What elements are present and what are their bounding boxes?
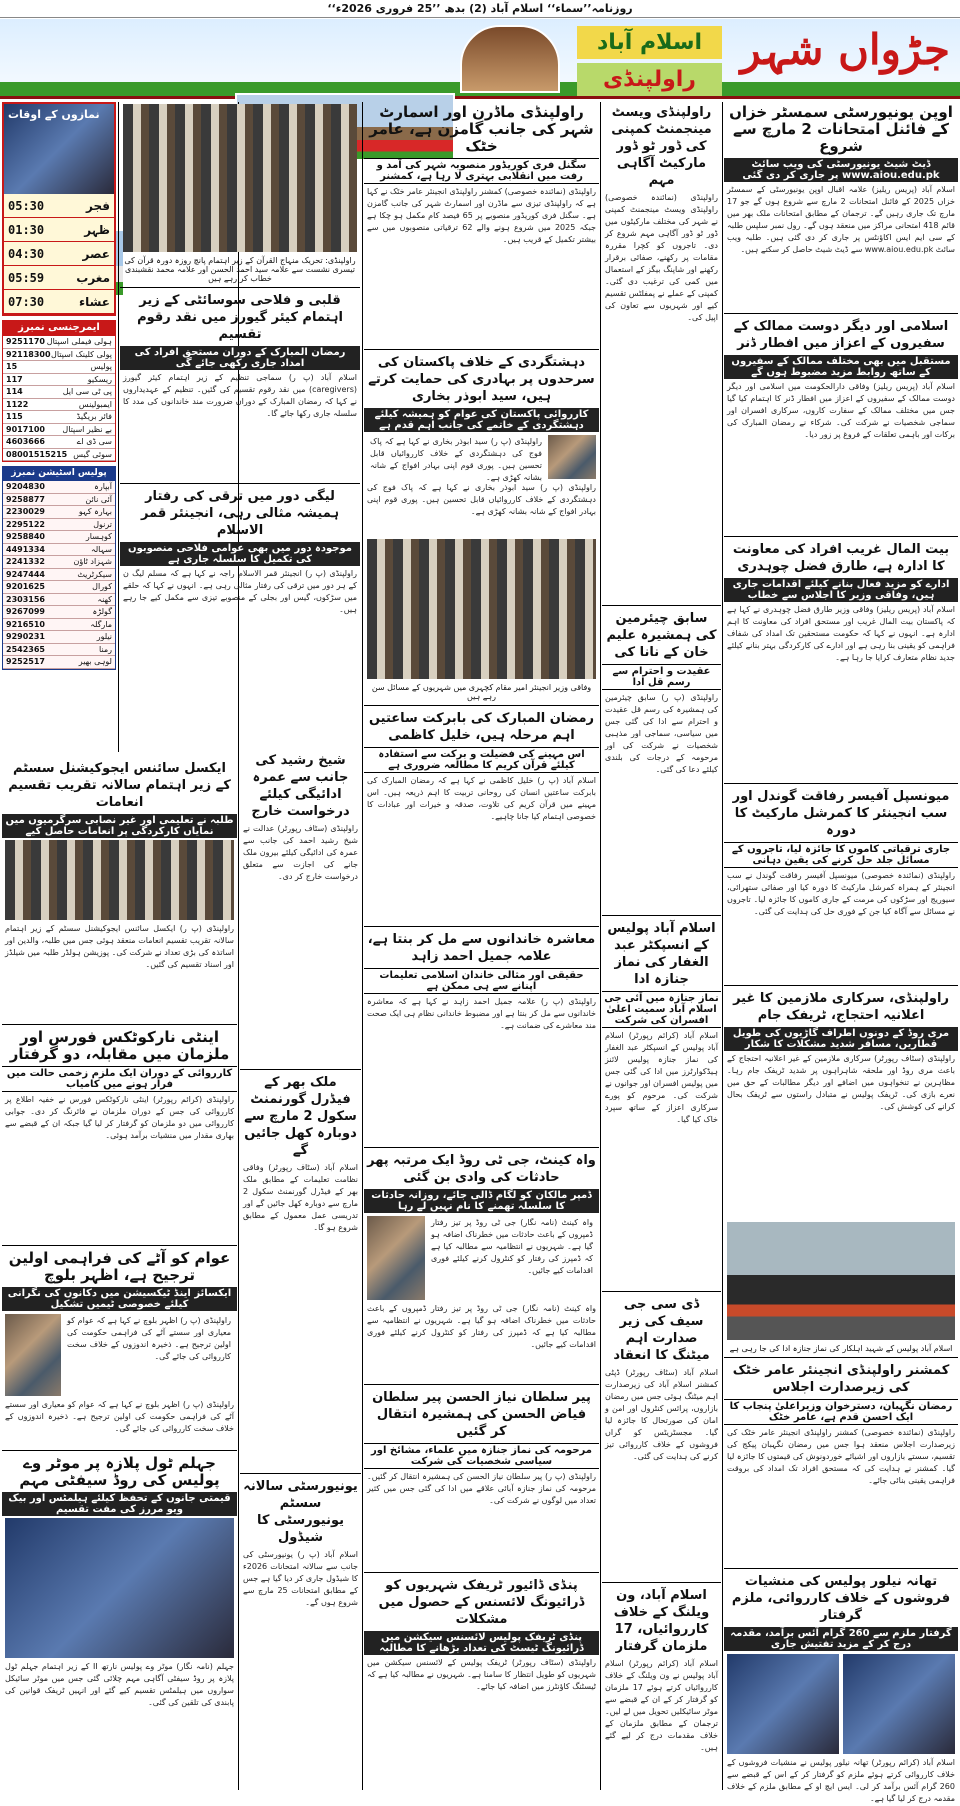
headline: راولپنڈی ویسٹ مینجمنٹ کمپنی کی ڈور ٹو ڈور مارکیٹ آگاہی مہم [611,105,712,188]
column-rule [118,102,119,752]
row-value: 01:30 [8,222,45,237]
emergency-number-row [3,436,115,449]
police-number-row [3,506,115,519]
headline: ڈی سی جی سیف کی زیر صدارت اہم میٹنگ کا انعقاد [613,1297,710,1363]
police-numbers-title: پولیس اسٹیشن نمبرز [2,466,116,480]
police-number-row [3,594,115,607]
row-value: 2241332 [6,557,45,567]
emergency-number-row [3,361,115,374]
subheadline: جاری ترقیاتی کاموں کا جائزہ لیا، تاجروں کے مسائل جلد حل کرنے کی یقین دہانی [724,842,958,868]
article-body: راولپنڈی (پ ر) سابق چیئرمین کی ہمشیرہ کی رسم قل عقیدت و احترام سے ادا کی گئی جس میں سیاسی، سماجی اور مذہبی شخصیات نے شرکت کی اور مرحومہ کے درجات کی بلندی کیلئے دعا کی گئی۔ [605,693,718,774]
police-number-row [3,494,115,507]
headline: لیگی دور میں ترقی کی رفتار ہمیشہ مثالی رہی، انجینئر قمر الاسلام [140,489,340,538]
subheadline: اس مہینے کی فضیلت و برکت سے استفادہ کیلئے قرآن کریم کا مطالعہ ضروری ہے [364,747,599,773]
police-number-row [3,631,115,644]
funeral-photo [727,1222,955,1340]
row-label: فائر بریگیڈ [76,412,112,422]
article-body: اسلام آباد (کرائم رپورٹر) اسلام آباد پولیس نے ون ویلنگ کے خلاف کارروائیاں کرتے ہوئے 17 ملزمان کو گرفتار کر کے ان کے قبضے سے موٹر سائیکلیں تحویل میں لے لیں۔ ترجمان کے مطابق ملزمان کے خلاف مقدمات درج کر لیے گئے ہیں۔ [605,1659,718,1752]
row-label: مارگلہ [90,619,112,629]
row-value: 2230029 [6,507,45,517]
row-value: 9290231 [6,632,45,642]
row-label: پولی کلینک اسپتال [51,349,112,359]
row-value: 9258877 [6,494,45,504]
article-body: راولپنڈی (سٹاف رپورٹر) سرکاری ملازمین کے غیر اعلانیہ احتجاج کے باعث مری روڈ اور ملحقہ شاہراہوں پر شدید ٹریفک جام رہا۔ مظاہرین نے تنخواہوں میں اضافے اور دیگر مطالبات کے حق میں نعرے بازی کی۔ ٹریفک پولیس نے متبادل راستوں سے ٹریفک بحال کرانے کی کوشش کی۔ [727,1054,955,1111]
article-body: اسلام آباد (پریس ریلیز) وفاقی دارالحکومت میں اسلامی اور دیگر دوست ممالک کے سفیروں کے اعزاز میں افطار ڈنر کا اہتمام کیا گیا جس میں مختلف ممالک کے سفارت کاروں، سرکاری افسران اور سماجی شخصیات نے شرکت کی۔ شرکاء نے رمضان المبارک کی برکات اور باہمی تعلقات کے فروغ پر زور دیا۔ [727,382,955,439]
subheadline: نماز جنازہ میں آئی جی اسلام آباد سمیت اعلیٰ افسران کی شرکت [602,991,721,1028]
prayer-time-row [4,194,114,218]
article-body: اسلام آباد (پ ر) خلیل کاظمی نے کہا ہے کہ رمضان المبارک کی بابرکت ساعتیں انسان کی روحانی تربیت کا اہم ذریعہ ہیں۔ اس مہینے میں قرآن کریم کی تلاوت، صدقہ و خیرات اور عبادات کا خصوصی اہتمام کیا جانا چاہیے۔ [367,776,596,821]
police-number-row [3,619,115,632]
column-4 [364,102,599,1790]
column-rule [600,102,601,1790]
subheadline: ادارے کو مزید فعال بنانے کیلئے اقدامات جاری ہیں، وفاقی وزیر کا اجلاس سے خطاب [724,578,958,602]
emergency-number-row [3,424,115,437]
article-body: راولپنڈی (پ ر) سید ابوذر بخاری نے کہا ہے کہ پاک فوج کی دہشتگردی کے خلاف کارروائیاں قابل تحسین ہیں۔ پوری قوم اپنی بہادر افواج کے شانہ بشانہ کھڑی ہے۔ [370,437,542,482]
row-value: 05:59 [8,270,45,285]
column-6 [724,102,958,1803]
column-5 [602,102,721,1790]
row-value: 4491334 [6,544,45,554]
row-label: بہارہ کہو [78,507,112,517]
headline: تھانہ نیلور پولیس کی منشیات فروشوں کے خلاف کارروائی، ملزم گرفتار [731,1574,951,1623]
row-label: سیکرٹریٹ [77,569,112,579]
headline: یونیورسٹی سالانہ سسٹم یونیورسٹی کا شیڈول [243,1479,358,1545]
emergency-number-row [3,399,115,412]
column-3-lower [240,750,361,1790]
row-value: 114 [6,387,23,397]
subheadline: پنڈی ٹریفک پولیس لائسنس سیکشن میں ڈرائیونگ ٹیسٹ کی تعداد بڑھانے کا مطالبہ [364,1631,599,1655]
award-ceremony-photo [5,840,234,920]
headline: عوام کو آٹے کی فراہمی اولین ترجیح ہے، اظہر بلوچ [8,1249,231,1284]
headline: دہشتگردی کے خلاف پاکستان کی سرحدوں پر بہادری کی حمایت کرتے ہیں، سید ابوذر بخاری [368,355,595,404]
portrait-photo [548,435,596,479]
photo-caption: راولپنڈی: تحریک منہاج القرآن کے زیر اہتمام پانچ روزہ دورہ قرآن کی تیسری نشست سے علامہ سید احمد الحسن اور علامہ محمد نقشبندی خطاب کر رہے ہیں [124,256,356,283]
prayer-time-row [4,242,114,266]
row-label: ایمبولینس [78,399,112,409]
subheadline: کارروائی پاکستان کی عوام کو ہمیشہ کیلئے دہشتگردی کے خاتمے کی جانب اہم قدم ہے [364,408,599,432]
emergency-number-row [3,411,115,424]
row-label: مغرب [76,270,110,285]
article-body: راولپنڈی (پ ر) پیر سلطان نیاز الحسن کی ہمشیرہ انتقال کر گئیں۔ مرحومہ کی نماز جنازہ آبائی علاقے میں ادا کی گئی جس میں کثیر تعداد میں لوگوں نے شرکت کی۔ [367,1472,596,1505]
row-value: 4603666 [6,437,45,447]
subheadline: قیمتی جانوں کے تحفظ کیلئے ہیلمٹس اور بیک ویو مررز کی مفت تقسیم [2,1492,237,1516]
row-value: 05:30 [8,198,45,213]
dateline: روزنامہ’’سماء‘‘ اسلام آباد (2) بدھ ’’25 فروری 2026ء‘‘ [0,0,960,18]
headline: سابق چیئرمین کی ہمشیرہ علیم خان کے نانا کی [606,611,717,660]
photo-caption: وفاقی وزیر انجینئر امیر مقام کچہری میں شہریوں کے مسائل سن رہے ہیں [371,683,592,701]
masthead [0,19,960,99]
row-value: 2542365 [6,644,45,654]
subheadline: رمضان المبارک کے دوران مستحق افراد کی امداد جاری رکھی جائے گی [120,346,360,370]
row-label: سہالہ [91,544,112,554]
article-body: اسلام آباد (پ ر) سماجی تنظیم کے زیر اہتمام کیئر گیورز (caregivers) میں نقد رقوم تقسیم کی گئیں۔ تنظیم کے عہدیداروں نے کہا کہ رمضان المبارک کے دوران ضرورت مند خاندانوں کی مدد کا سلسلہ جاری رکھا جائے گا۔ [123,373,357,418]
row-label: آبپارہ [94,482,112,492]
row-value: 92118300 [6,349,51,359]
article-body: راولپنڈی (نمائندہ خصوصی) کمشنر راولپنڈی انجینئر عامر خٹک کی زیرصدارت اجلاس منعقد ہوا جس میں رمضان نگہبان پیکج کی تقسیم، سستے بازاروں اور اشیائے خوردونوش کی قیمتوں کا جائزہ لیا گیا۔ کمشنر نے ہدایت کی کہ مستحق افراد تک امداد کی بروقت فراہمی یقینی بنائی جائے۔ [727,1428,955,1485]
headline: واہ کینٹ، جی ٹی روڈ ایک مرتبہ پھر حادثات کی وادی بن گئی [367,1153,596,1185]
row-label: ریسکیو [87,374,112,384]
article-body: اسلام آباد (پریس ریلیز) علامہ اقبال اوپن یونیورسٹی کے سمسٹر خزاں 2025 کے فائنل امتحانات 2 مارچ سے شروع ہوں گے جو 17 مارچ تک جاری رہیں گے۔ ترجمان کے مطابق امتحانات ملک بھر میں قائم 418 امتحانی مراکز میں منعقد ہوں گے۔ رول نمبر سلپس طلبہ کے سی ایم ایس اکاؤنٹس پر جاری کر دی گئی ہیں۔ طلبہ ویب سائٹ www.aiou.edu.pk سے ڈیٹ شیٹ حاصل کر سکتے ہیں۔ [727,185,956,254]
article-body: راولپنڈی (پ ر) اظہر بلوچ نے کہا ہے کہ عوام کو معیاری اور سستے آٹے کی فراہمی حکومت کی اولین ترجیح ہے۔ ذخیرہ اندوزوں کے خلاف سخت کارروائی کی جائے گی۔ [5,1400,234,1433]
emergency-number-row [3,349,115,362]
row-label: سی ڈی اے [76,437,112,447]
row-value: 9252517 [6,657,45,667]
headline: بیت المال غریب افراد کی معاونت کا ادارہ ہے، طارق فضل چوہدری [732,542,950,574]
headline: معاشرہ خاندانوں سے مل کر بنتا ہے، علامہ جمیل احمد زاہد [367,932,596,964]
article-body: اسلام آباد (پریس ریلیز) وفاقی وزیر طارق فضل چوہدری نے کہا ہے کہ پاکستان بیت المال غریب اور مستحق افراد کی معاونت کا اہم ادارہ ہے۔ انہوں نے کہا کہ حکومت مستحقین تک امداد کی شفاف فراہمی کو یقینی بنا رہی ہے اور ادارے کی کارکردگی بہتر بنانے کیلئے جدید نظام متعارف کرایا جا رہا ہے۔ [727,605,955,662]
headline: اسلامی اور دیگر دوست ممالک کے سفیروں کے اعزاز میں افطار ڈنر [733,319,949,351]
article-body: اسلام آباد (پ ر) یونیورسٹی کی جانب سے سالانہ امتحانات 2026ء کا شیڈول جاری کر دیا گیا ہے جس کے مطابق امتحانات 25 مارچ سے شروع ہوں گے۔ [243,1550,358,1607]
arrested-suspect-photo [727,1654,839,1754]
headline: راولپنڈی، سرکاری ملازمین کا غیر اعلانیہ احتجاج، ٹریفک جام [733,991,949,1023]
row-value: 9017100 [6,424,45,434]
portrait-photo [5,1314,61,1396]
headline: اینٹی نارکوٹکس فورس اور ملزمان میں مقابلہ، دو گرفتار [9,1028,230,1063]
headline: ملک بھر کے فیڈرل گورنمنٹ سکول 2 مارچ سے دوبارہ کھل جائیں گے [244,1075,357,1158]
article-body: راولپنڈی (نمائندہ خصوصی) میونسپل آفیسر رفاقت گوندل نے سب انجینئر کے ہمراہ کمرشل مارکیٹ کا دورہ کیا اور صفائی ستھرائی، سیوریج اور سڑکوں کی مرمت کے جاری کاموں کا جائزہ لیا۔ تاجروں نے مسائل سے آگاہ کیا جن کے فوری حل کی ہدایت کی گئی۔ [727,871,955,916]
row-label: ترنول [93,519,112,529]
masthead-city-rawalpindi: راولپنڈی [577,63,722,96]
dars-quran-photo [123,104,357,252]
prayer-time-row [4,266,114,290]
police-number-row [3,556,115,569]
row-value: 9251170 [6,337,45,347]
monument-image [460,25,560,93]
emergency-number-row [3,386,115,399]
row-label: ہولی فیملی اسپتال [46,337,112,347]
emergency-number-row [3,374,115,387]
column-1-info [2,102,116,754]
headline: پیر سلطان نیاز الحسن پیر سلطان فیاض الحسن کی ہمشیرہ انتقال کر گئیں [372,1390,591,1439]
emergency-number-row [3,449,115,462]
prayer-times-list [4,194,114,314]
police-number-row [3,581,115,594]
row-label: کوہسار [85,532,112,542]
row-label: بے نظیر اسپتال [62,424,112,434]
emergency-numbers-list [2,335,116,462]
subheadline: عقیدت و احترام سے رسم قل ادا [602,664,721,690]
row-value: 115 [6,412,23,422]
row-label: کورال [92,582,112,592]
article-body: راولپنڈی (پ ر) انجینئر قمر الاسلام راجہ نے کہا ہے کہ مسلم لیگ ن کے ہر دور میں ترقی کی رفتار مثالی رہی ہے۔ انہوں نے کہا کہ حلقے میں سڑکوں، گیس اور بجلی کے منصوبے تیزی سے مکمل کیے جا رہے ہیں۔ [123,569,357,614]
subheadline: ڈمپر مالکان کو لگام ڈالی جائے، روزانہ حادثات کا سلسلہ تھمنے کا نام نہیں لے رہا [364,1189,599,1213]
row-label: عشاء [78,294,110,309]
portrait-photo [367,1216,425,1300]
row-label: رمنا [99,644,112,654]
row-label: شہزاد ٹاؤن [73,557,112,567]
row-value: 9267099 [6,607,45,617]
row-label: کھنہ [97,594,112,604]
prayer-time-row [4,290,114,314]
police-numbers-list [2,480,116,670]
headline: رمضان المبارک کی بابرکت ساعتیں اہم مرحلہ ہیں، خلیل کاظمی [368,711,595,743]
row-value: 04:30 [8,246,45,261]
photo-caption: اسلام آباد پولیس کے شہید اہلکار کی نماز جنازہ ادا کی جا رہی ہے [729,1344,953,1353]
subheadline: طلبہ نے تعلیمی اور غیر نصابی سرگرمیوں میں نمایاں کارکردگی پر انعامات حاصل کیے [2,814,237,838]
article-body: واہ کینٹ (نامہ نگار) جی ٹی روڈ پر تیز رفتار ڈمپروں کے باعث حادثات میں خطرناک اضافہ ہو گیا ہے۔ شہریوں نے انتظامیہ سے مطالبہ کیا ہے کہ ڈمپرز کی رفتار کو کنٹرول کرنے کیلئے فوری اقدامات کیے جائیں۔ [431,1218,593,1275]
article-body: واہ کینٹ (نامہ نگار) جی ٹی روڈ پر تیز رفتار ڈمپروں کے باعث حادثات میں خطرناک اضافہ ہو گیا ہے۔ شہریوں نے انتظامیہ سے مطالبہ کیا ہے کہ ڈمپرز کی رفتار کو کنٹرول کرنے کیلئے فوری اقدامات کیے جائیں۔ [367,1304,596,1349]
row-label: آئی نائن [85,494,112,504]
column-rule [722,102,723,1790]
subheadline: مستقبل میں بھی مختلف ممالک کے سفیروں کے ساتھ روابط مزید مضبوط ہوں گے [724,355,958,379]
row-value: 15 [6,362,18,372]
article-body: راولپنڈی (نمائندہ خصوصی) کمشنر راولپنڈی انجینئر عامر خٹک نے کہا ہے کہ راولپنڈی تیزی سے ماڈرن اور اسمارٹ شہر کی جانب گامزن ہے۔ سگنل فری کوریڈور منصوبے پر 65 فیصد کام مکمل ہو چکا ہے جبکہ 2025 میں شروع ہونے والے 62 ترقیاتی منصوبوں میں سے بیشتر تکمیل کے قریب ہیں۔ [367,187,596,244]
headline: پنڈی ڈائیور ٹریفک شہریوں کو ڈرائیونگ لائسنس کے حصول میں مشکلات [378,1578,585,1627]
column-rule [362,102,363,1790]
police-number-row [3,569,115,582]
article-body: راولپنڈی (سٹاف رپورٹر) عدالت نے شیخ رشید احمد کی جانب سے عمرہ کی ادائیگی کیلئے بیرون ملک جانے کی اجازت سے متعلق درخواست خارج کر دی۔ [243,824,358,881]
row-value: 9247444 [6,569,45,579]
police-number-row [3,656,115,669]
article-body: راولپنڈی (کرائم رپورٹر) اینٹی نارکوٹکس فورس نے خفیہ اطلاع پر کارروائی کی جس کے دوران ملزمان نے فائرنگ کر دی۔ جوابی کارروائی میں دو ملزمان کو گرفتار کر لیا گیا جبکہ ان کے قبضے سے بھاری مقدار میں منشیات برآمد ہوئی۔ [5,1095,234,1140]
article-body: راولپنڈی (پ ر) سید ابوذر بخاری نے کہا ہے کہ پاک فوج کی دہشتگردی کے خلاف کارروائیاں قابل تحسین ہیں۔ پوری قوم اپنی بہادر افواج کے شانہ بشانہ کھڑی ہے۔ [367,483,596,516]
masthead-title: جڑواں شہر [740,25,950,74]
subheadline: کارروائی کے دوران ایک ملزم زخمی حالت میں فرار ہونے میں کامیاب [2,1066,237,1092]
row-label: عصر [82,246,110,261]
subheadline: ایکسائز اینڈ ٹیکسیشن میں دکانوں کی نگرانی کیلئے خصوصی ٹیمیں تشکیل [2,1287,237,1311]
masthead-city-islamabad: اسلام آباد [577,26,722,59]
column-2 [2,758,237,1790]
subheadline: مری روڈ کے دونوں اطراف گاڑیوں کی طویل قطاریں، مسافر شدید مشکلات کا شکار [724,1027,958,1051]
subheadline: موجودہ دور میں بھی عوامی فلاحی منصوبوں کی تکمیل کا سلسلہ جاری ہے [120,542,360,566]
emergency-number-row [3,336,115,349]
prayer-times-box [2,102,116,316]
article-body: راولپنڈی (پ ر) ایکسل سائنس ایجوکیشنل سسٹم کے زیر اہتمام سالانہ تقریب تقسیم انعامات منعقد ہوئی جس میں طلبہ، والدین اور اساتذہ کی بڑی تعداد نے شرکت کی۔ پوزیشن ہولڈر طلبہ میں شیلڈز اور اسناد تقسیم کی گئیں۔ [5,924,234,969]
headline: اسلام آباد پولیس کے انسپکٹر عبد الغفار کی نماز جنازہ ادا [607,921,716,987]
row-value: 1122 [6,399,29,409]
headline: شیخ رشید کی جانب سے عمرہ ادائیگی کیلئے درخواست خارج [251,753,350,819]
row-value: 9216510 [6,619,45,629]
prayer-times-title: نمازوں کے اوقات [8,108,100,121]
row-label: پولیس [90,362,112,372]
subheadline: ڈیٹ شیٹ یونیورسٹی کی ویب سائٹ www.aiou.edu.pk پر جاری کر دی گئی [724,158,958,182]
police-number-row [3,519,115,532]
article-body: اسلام آباد (کرائم رپورٹر) تھانہ نیلور پولیس نے منشیات فروشوں کے خلاف کارروائی کرتے ہوئے ملزم کو گرفتار کر کے اس کے قبضے سے 260 گرام آئس برآمد کر لی۔ ایس ایچ او کے مطابق ملزم کے خلاف مقدمہ درج کر لیا گیا ہے۔ [727,1758,955,1803]
article-body: راولپنڈی (سٹاف رپورٹر) ٹریفک پولیس کے لائسنس سیکشن میں شہریوں کو طویل انتظار کا سامنا ہے۔ شہریوں نے مطالبہ کیا ہے کہ ٹیسٹنگ کاؤنٹرز میں اضافہ کیا جائے۔ [367,1658,596,1691]
row-value: 9204830 [6,482,45,492]
police-number-row [3,606,115,619]
row-label: پی ٹی سی ایل [62,387,112,397]
row-label: فجر [86,198,110,213]
police-number-row [3,531,115,544]
police-number-row [3,644,115,657]
article-body: راولپنڈی (پ ر) اظہر بلوچ نے کہا ہے کہ عوام کو معیاری اور سستے آٹے کی فراہمی حکومت کی اولین ترجیح ہے۔ ذخیرہ اندوزوں کے خلاف سخت کارروائی کی جائے گی۔ [67,1316,231,1361]
article-body: راولپنڈی (پ ر) علامہ جمیل احمد زاہد نے کہا ہے کہ معاشرہ خاندانوں سے مل کر بنتا ہے اور مضبوط خاندانی نظام ہی ایک صحت مند معاشرے کی ضمانت ہے۔ [367,997,596,1030]
row-value: 08001515215 [6,449,68,459]
police-officer-photo [843,1654,955,1754]
subheadline: رمضان نگہبان، دسترخوان وزیراعلیٰ پنجاب کا ایک احسن قدم ہے، عامر خٹک [724,1399,958,1425]
row-value: 9201625 [6,582,45,592]
row-label: لوہی بھیر [78,657,112,667]
motorway-police-photo [5,1518,234,1658]
headline: راولپنڈی ماڈرن اور اسمارٹ شہر کی جانب گامزن ہے، عامر خٹک [369,103,594,155]
headline: ایکسل سائنس ایجوکیشنل سسٹم کے زیر اہتمام سالانہ تقریب تقسیم انعامات [8,761,231,810]
row-value: 2303156 [6,594,45,604]
row-label: ظہر [84,222,110,237]
article-body: جہلم (نامہ نگار) موٹر وے پولیس نارتھ II کے زیر اہتمام جہلم ٹول پلازہ پر روڈ سیفٹی آگاہی مہم چلائی گئی جس میں موٹر سائیکل سواروں میں ہیلمٹس تقسیم کیے گئے اور انہیں ٹریفک قوانین کی پابندی کی تلقین کی گئی۔ [5,1662,234,1707]
article-body: اسلام آباد (کرائم رپورٹر) اسلام آباد پولیس کے انسپکٹر عبد الغفار کی نماز جنازہ پولیس لائنز ہیڈکوارٹرز میں ادا کی گئی جس میں پولیس افسران اور جوانوں نے شرکت کی۔ مرحوم کو پورے سرکاری اعزاز کے ساتھ سپرد خاک کیا گیا۔ [604,1031,718,1124]
headline: اسلام آباد، ون ویلنگ کے خلاف کارروائیاں، 17 ملزمان گرفتار [613,1588,710,1654]
row-value: 117 [6,374,23,384]
row-label: گولڑہ [92,607,112,617]
article-body: اسلام آباد (سٹاف رپورٹر) ڈپٹی کمشنر اسلام آباد کی زیرصدارت اہم میٹنگ ہوئی جس میں رمضان بازاروں، پرائس کنٹرول اور امن و امان کی صورتحال کا جائزہ لیا گیا۔ مجسٹریٹس کو گراں فروشوں کے خلاف کارروائی تیز کرنے کی ہدایت کی گئی۔ [605,1368,718,1461]
police-number-row [3,481,115,494]
headline: جہلم ٹول پلازہ پر موٹر وے پولیس کی روڈ سیفٹی مہم [19,1454,220,1489]
article-body: اسلام آباد (سٹاف رپورٹر) وفاقی نظامت تعلیمات کے مطابق ملک بھر کے فیڈرل گورنمنٹ سکول 2 مارچ سے دوبارہ کھل جائیں گے اور تدریسی عمل معمول کے مطابق شروع ہو گا۔ [243,1163,358,1232]
prayer-time-row [4,218,114,242]
subheadline: سگنل فری کوریڈور منصوبہ شہر کی آمد و رفت میں انقلابی بہتری لا رہا ہے، کمشنر [364,158,599,184]
headline: قلبی و فلاحی سوسائٹی کے زیر اہتمام کیئر گیورز میں نقد رقوم تقسیم [137,293,343,342]
row-value: 9258840 [6,532,45,542]
headline: اوپن یونیورسٹی سمسٹر خزاں کے فائنل امتحانات 2 مارچ سے شروع [729,103,953,155]
mosque-image [4,104,114,194]
article-body: راولپنڈی (نمائندہ خصوصی) راولپنڈی ویسٹ مینجمنٹ کمپنی نے شہر کی مختلف مارکیٹوں میں ڈور ٹو ڈور آگاہی مہم شروع کر دی۔ تاجروں کو کچرا مقررہ مقامات پر رکھنے، صفائی برقرار رکھنے اور شاپنگ بیگز کے استعمال میں کمی کی ترغیب دی گئی۔ کمپنی کے عملے نے پمفلٹس تقسیم کیے اور شہریوں سے تعاون کی اپیل کی۔ [605,193,718,322]
subheadline: حقیقی اور مثالی خاندان اسلامی تعلیمات اپنانے سے ہی ممکن ہے [364,968,599,994]
police-number-row [3,544,115,557]
subheadline: گرفتار ملزم سے 260 گرام آئس برآمد، مقدمہ درج کر کے مزید تفتیش جاری [724,1627,958,1651]
row-value: 2295122 [6,519,45,529]
row-label: نیلور [96,632,112,642]
headline: میونسپل آفیسر رفاقت گوندل اور سب انجینئر کا کمرشل مارکیٹ کا دورہ [732,789,950,838]
minister-kutchery-photo [367,539,596,679]
headline: کمشنر راولپنڈی انجینئر عامر خٹک کی زیرصدارت اجلاس [732,1363,950,1395]
emergency-numbers-title: ایمرجنسی نمبرز [2,320,116,335]
row-value: 07:30 [8,294,45,309]
subheadline: مرحومہ کی نماز جنازہ میں علماء، مشائخ اور سیاسی شخصیات کی شرکت [364,1443,599,1469]
row-label: سوئی گیس [73,449,112,459]
